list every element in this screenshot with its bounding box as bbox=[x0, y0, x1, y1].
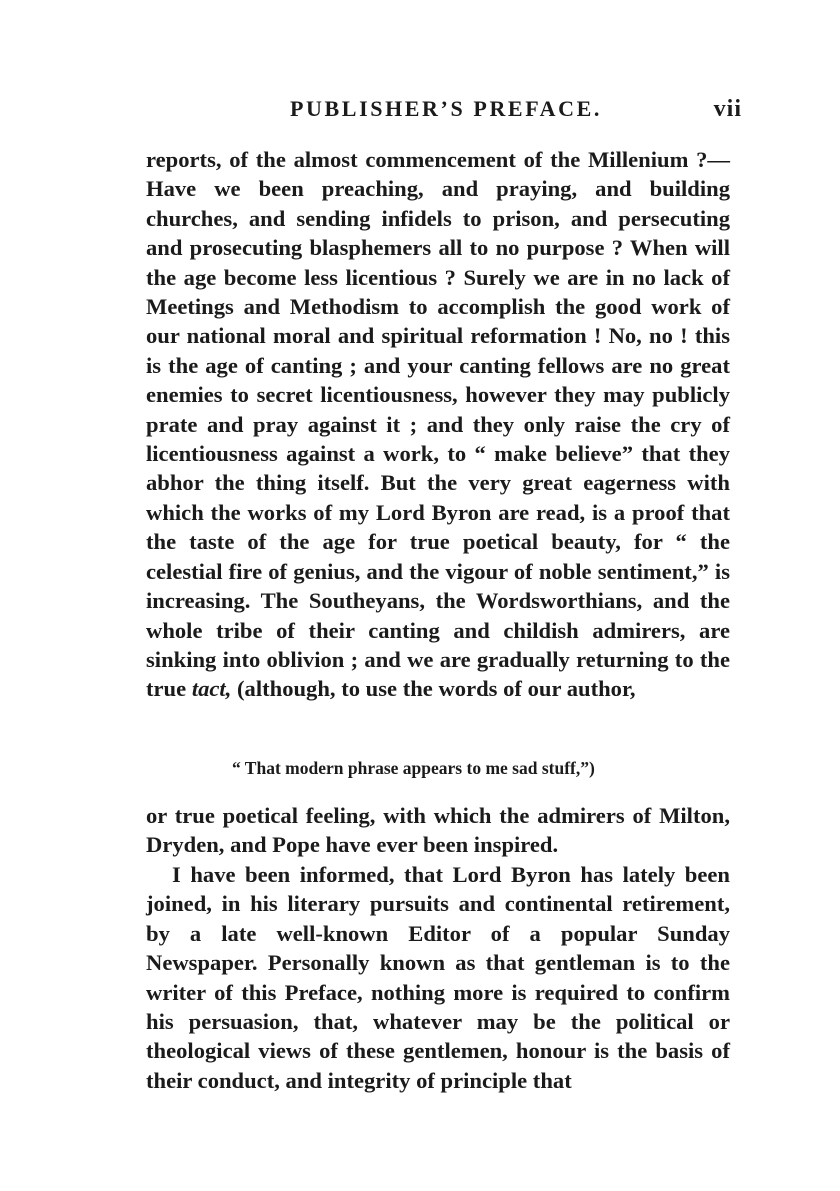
page-number: vii bbox=[713, 96, 742, 122]
paragraph-text: or true poetical feeling, with which the admirers of Milton, Dryden, and Pope have ever been inspired. bbox=[146, 803, 730, 858]
paragraph-new bbox=[146, 860, 730, 1095]
paragraph-text: reports, of the almost commencement of the Millenium ?— Have we been preaching, and praying, and building churches, and sending infidels to prison, and persecuting and prosecuting blasphemers all to no purpose ? When will the age become less licentious ? Surely we are in no lack of Meetings and Methodism to accomplish the good work of our national moral and spiritual reformation ! No, no ! this is the age of canting ; and your canting fellows are no great enemies to secret licentiousness, however they may publicly prate and pray against it ; and they only raise the cry of licentiousness against a work, to “ make believe” that they abhor the thing itself. But the very great eagerness with which the works of my Lord Byron are read, is a proof that the taste of the age for true poetical beauty, for “ the celestial fire of genius, and the vigour of noble sentiment,” is increasing. The Southeyans, the Wordsworthians, and the whole tribe of their canting and childish admirers, are sinking into oblivion ; and we are gradually returning to the true bbox=[146, 147, 730, 702]
block-quote: “ That modern phrase appears to me sad stuff,”) bbox=[232, 758, 595, 778]
paragraph-text-end: (although, to use the words of our author, bbox=[237, 676, 636, 702]
running-head bbox=[146, 96, 742, 130]
paragraph-after-quote bbox=[146, 801, 730, 860]
italic-word: tact, bbox=[191, 676, 232, 702]
paragraph-continued bbox=[146, 145, 730, 704]
running-title: PUBLISHER’S PREFACE. bbox=[290, 96, 602, 121]
paragraph-text: I have been informed, that Lord Byron has lately been joined, in his literary pursuits and continental retirement, by a late well-known Editor of a popular Sunday Newspaper. Personally known as that gentleman is to the writer of this Preface, nothing more is required to confirm his persuasion, that, whatever may be the political or theological views of these gentlemen, honour is the basis of their conduct, and integrity of principle that bbox=[146, 862, 730, 1093]
